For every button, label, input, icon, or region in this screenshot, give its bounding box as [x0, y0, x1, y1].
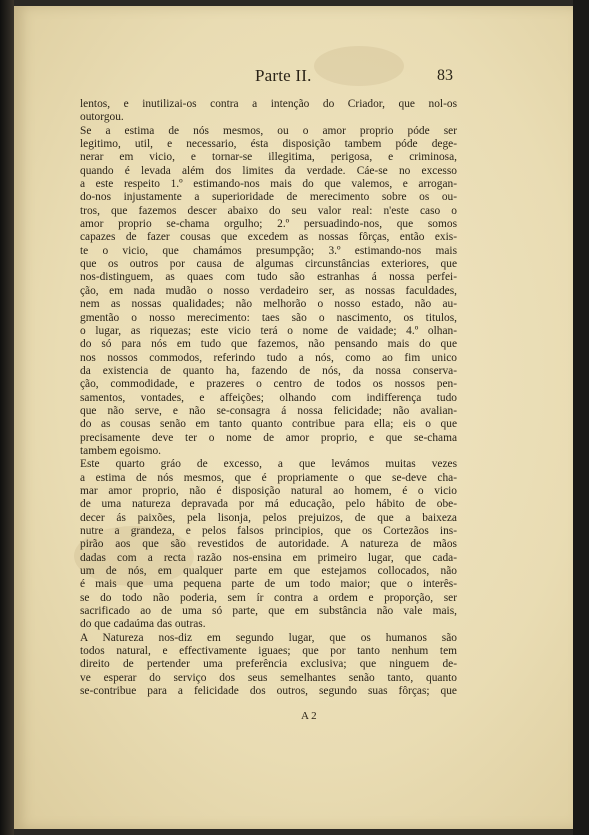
text-line: do-nos injustamente a superioridade de merecimento sobre os ou- [80, 191, 457, 204]
text-line: legitimo, util, e necessario, ésta disposição tambem póde dege- [80, 138, 457, 151]
text-line: um de nós, em qualquer parte em que estejamos collocados, não [80, 565, 457, 578]
text-line: nutre a grandeza, e pelos falsos principios, que os Cortezãos ins- [80, 525, 457, 537]
text-line: precisamente deve ter o nome de amor proprio, e que se-chama [80, 431, 457, 444]
page-number: 83 [437, 67, 453, 84]
text-line: direito de pertender uma preferência exclusiva; que ninguem de- [80, 658, 457, 671]
text-line: a este respeito 1.º estimando-nos mais do que valemos, e arrogan- [80, 178, 457, 191]
text-line: sacrificado ao de uma só parte, que em substância não vale mais, [80, 605, 457, 618]
text-line: se-contribue para a felicidade dos outros, segundo suas fôrças; que [80, 685, 457, 698]
signature-mark: A 2 [301, 710, 317, 722]
book-gutter [0, 0, 14, 835]
text-line: ção, em nada mudão o nosso verdadeiro ser, as nossas faculdades, [80, 284, 457, 297]
scan-edge [573, 0, 589, 835]
page-header [0, 66, 589, 88]
text-line: mar amor proprio, não é disposição natural ao homem, é o vicio [80, 484, 457, 497]
text-line: A Natureza nos-diz em segundo lugar, que os humanos são [80, 631, 457, 644]
text-line: a estima de nós mesmos, que é propriamente o que se-deve cha- [80, 471, 457, 484]
text-line: decer ás paixões, pela lisonja, pelos prejuizos, de que a baixeza [80, 511, 457, 524]
text-line: ção, commodidade, e prazeres o centro de todos os nossos pen- [80, 378, 457, 391]
text-line: dadas com a recta razão nos-ensina em primeiro lugar, que cada- [80, 551, 457, 564]
text-line: o lugar, as riquezas; este vicio terá o nome de vaidade; 4.º olhan- [80, 324, 457, 337]
text-line: tambem egoismo. [80, 444, 161, 457]
text-line: que os outros por causa de algumas circunstâncias exteriores, que [80, 258, 457, 271]
text-line: gmentão o nosso merecimento: taes são o nascimento, os titulos, [80, 311, 457, 324]
text-line: lentos, e inutilizai-os contra a intenção do Criador, que nol-os [80, 98, 457, 110]
text-line: outorgou. [80, 111, 124, 124]
text-line: da existencia de quanto ha, fazendo de nós, da nossa conserva- [80, 364, 457, 377]
text-line: amor proprio se-chama orgulho; 2.º persuadindo-nos, que somos [80, 218, 457, 231]
text-line: quando é levada além dos limites da verdade. Cáe-se no excesso [80, 164, 457, 177]
text-line: se do todo não poderia, sem ír contra a ordem e proporção, ser [80, 591, 457, 604]
text-line: nerar em vicio, e tornar-se illegitima, perigosa, e criminosa, [80, 151, 457, 164]
text-line: tros, que fazemos descer abaixo do seu valor real: n'este caso o [80, 204, 457, 217]
text-line: ve esperar do serviço dos seus semelhantes senão tanto, quanto [80, 671, 457, 684]
text-line: todos natural, e effectivamente iguaes; que por tanto nenhum tem [80, 645, 457, 658]
text-line: Se a estima de nós mesmos, ou o amor proprio póde ser [80, 124, 457, 137]
text-line: do as cousas senão em tanto quanto contribue para ella; eis o que [80, 418, 457, 431]
text-line: nos-distinguem, as quaes com tudo são estranhas á nossa perfei- [80, 271, 457, 284]
text-line: Este quarto gráo de excesso, a que levámos muitas vezes [80, 458, 457, 471]
text-line: samentos, vontades, e affeições; olhando com indifferença tudo [80, 391, 457, 404]
text-line: do só para nós em tudo que fazemos, não pensando mais do que [80, 338, 457, 351]
running-head: Parte II. [255, 66, 312, 85]
text-line: de uma natureza depravada por má educação, pelo hábito de obe- [80, 498, 457, 511]
text-line: nem as nossas qualidades; não melhorão o nosso estado, não au- [80, 298, 457, 311]
text-line: que não serve, e não se-consagra á nossa felicidade; não avalian- [80, 404, 457, 417]
text-line: é mais que uma pequena parte de um todo maior; que o interês- [80, 578, 457, 591]
text-line: do que cadaúma das outras. [80, 618, 206, 631]
text-line: nos nossos commodos, referindo tudo a nós, como ao fim unico [80, 351, 457, 364]
text-line: pirão aos que são revestidos de autoridade. A natureza de mãos [80, 538, 457, 551]
body-text [80, 98, 457, 698]
text-line: te o vicio, que chamámos presumpção; 3.º estimando-nos mais [80, 244, 457, 257]
text-line: capazes de fazer cousas que excedem as nossas fôrças, então exis- [80, 231, 457, 244]
